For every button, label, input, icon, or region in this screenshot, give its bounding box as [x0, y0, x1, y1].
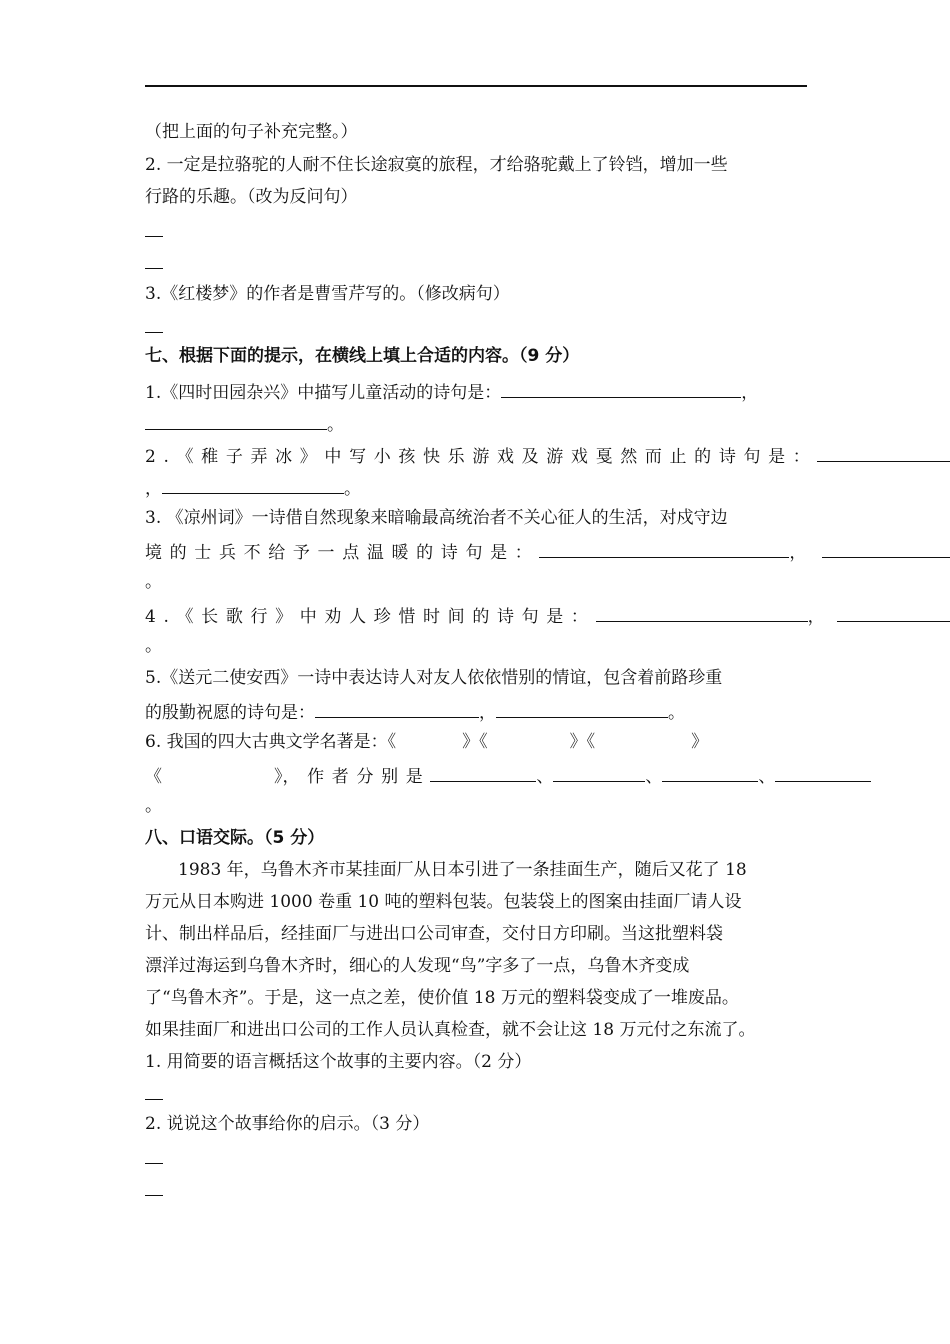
- book-mark: 》: [462, 732, 480, 752]
- comma: ，: [479, 703, 496, 723]
- blank[interactable]: [539, 539, 789, 558]
- s7-q3-line2: [145, 539, 950, 564]
- blank[interactable]: [553, 763, 645, 782]
- s8-q2: 2. 说说这个故事给你的启示。（3 分）: [145, 1114, 430, 1134]
- blank[interactable]: [145, 411, 327, 430]
- passage-line: 万元从日本购进 1000 卷重 10 吨的塑料包装。包装袋上的图案由挂面厂请人设: [145, 892, 742, 912]
- period: 。: [668, 703, 685, 723]
- comma: ，: [789, 543, 807, 563]
- book-mark: 》: [569, 732, 587, 752]
- s7-q1: [145, 379, 758, 404]
- s7-q6-line2: [145, 763, 871, 788]
- s7-q6-line1: [145, 731, 708, 753]
- comma: ，: [741, 383, 759, 403]
- period-line: 。: [145, 572, 162, 592]
- blank[interactable]: [817, 443, 950, 462]
- answer-line[interactable]: [145, 268, 163, 269]
- s7-q3-line1: 3. 《凉州词》一诗借自然现象来暗喻最高统治者不关心征人的生活，对戍守边: [145, 508, 728, 528]
- item2-line1: 2. 一定是拉骆驼的人耐不住长途寂寞的旅程，才给骆驼戴上了铃铛，增加一些: [145, 155, 728, 175]
- book-mark: 《: [586, 732, 596, 752]
- answer-line[interactable]: [145, 332, 163, 333]
- blank[interactable]: [430, 763, 536, 782]
- passage-line: 如果挂面厂和进出口公司的工作人员认真检查，就不会让这 18 万元付之东流了。: [145, 1020, 756, 1040]
- s8-q1: 1. 用简要的语言概括这个故事的主要内容。（2 分）: [145, 1052, 532, 1072]
- book-mark: 《: [387, 732, 397, 752]
- passage-line: 了“鸟鲁木齐”。于是，这一点之差，使价值 18 万元的塑料袋变成了一堆废品。: [145, 988, 739, 1008]
- passage-line: 1983 年，乌鲁木齐市某挂面厂从日本引进了一条挂面生产，随后又花了 18: [178, 860, 747, 880]
- blank[interactable]: [596, 603, 808, 622]
- item3: 3.《红楼梦》的作者是曹雪芹写的。（修改病句）: [145, 284, 510, 304]
- s7-q4: [145, 603, 950, 628]
- passage-line: 漂洋过海运到乌鲁木齐时，细心的人发现“鸟”字多了一点，乌鲁木齐变成: [145, 956, 690, 976]
- section8-heading: 八、口语交际。（5 分）: [145, 828, 325, 848]
- blank[interactable]: [501, 379, 741, 398]
- answer-line[interactable]: [145, 1163, 163, 1164]
- period: 。: [327, 415, 344, 435]
- book-mark: 》: [274, 767, 283, 787]
- book-mark: 》: [691, 732, 709, 752]
- s7-q5-line2: [145, 699, 685, 724]
- period-line: 。: [145, 636, 162, 656]
- dun: 、: [645, 767, 663, 787]
- top-answer-line: [145, 85, 807, 87]
- book-mark: 《: [145, 767, 162, 787]
- comma: ，: [807, 607, 825, 627]
- answer-line[interactable]: [145, 1099, 163, 1100]
- s7-q2-cont: [145, 475, 361, 500]
- section7-heading: 七、根据下面的提示，在横线上填上合适的内容。（9 分）: [145, 346, 580, 366]
- item1-tail: （把上面的句子补充完整。）: [145, 122, 358, 142]
- dun: 、: [758, 767, 776, 787]
- s7-q6-text: 6. 我国的四大古典文学名著是：: [145, 732, 388, 752]
- dun: 、: [536, 767, 554, 787]
- item2-line2: 行路的乐趣。（改为反问句）: [145, 187, 358, 207]
- answer-line[interactable]: [145, 236, 163, 237]
- answer-line[interactable]: [145, 1195, 163, 1196]
- blank[interactable]: [315, 699, 479, 718]
- s7-q1-text: 1.《四时田园杂兴》中描写儿童活动的诗句是：: [145, 383, 502, 403]
- s7-q6-mid: ，作者分别是: [282, 767, 431, 787]
- s7-q1-cont: [145, 411, 344, 436]
- comma: ，: [145, 479, 162, 499]
- period-line: 。: [145, 796, 162, 816]
- blank[interactable]: [162, 475, 344, 494]
- s7-q3-text: 境的士兵不给予一点温暖的诗句是：: [145, 543, 540, 563]
- s7-q5-line1: 5.《送元二使安西》一诗中表达诗人对友人依依惜别的情谊，包含着前路珍重: [145, 668, 723, 688]
- blank[interactable]: [775, 763, 871, 782]
- book-mark: 《: [479, 732, 488, 752]
- s7-q2: [145, 443, 950, 468]
- s7-q2-text: 2.《稚子弄冰》中写小孩快乐游戏及游戏戛然而止的诗句是：: [145, 447, 818, 467]
- period: 。: [344, 479, 361, 499]
- s7-q4-text: 4.《长歌行》中劝人珍惜时间的诗句是：: [145, 607, 596, 627]
- blank[interactable]: [822, 539, 950, 558]
- blank[interactable]: [496, 699, 668, 718]
- passage-line: 计、制出样品后，经挂面厂与进出口公司审查，交付日方印刷。当这批塑料袋: [145, 924, 723, 944]
- blank[interactable]: [662, 763, 758, 782]
- s7-q5-text: 的殷勤祝愿的诗句是：: [145, 703, 315, 723]
- blank[interactable]: [837, 603, 950, 622]
